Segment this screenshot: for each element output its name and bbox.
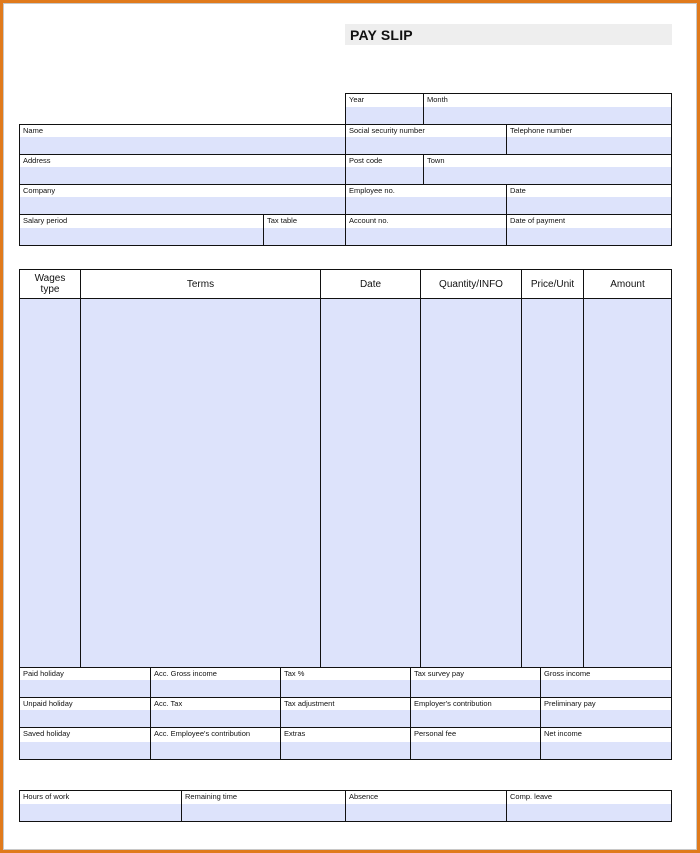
extras-field[interactable] <box>280 727 411 760</box>
remaining-time-field[interactable] <box>181 790 346 822</box>
employers-contribution-label: Employer's contribution <box>414 699 492 708</box>
year-field[interactable] <box>345 93 424 125</box>
col-body-date[interactable] <box>320 299 421 668</box>
paid-holiday-field[interactable] <box>19 667 151 698</box>
col-header-quantity-info: Quantity/INFO <box>420 269 522 300</box>
acc-tax-label: Acc. Tax <box>154 699 183 708</box>
acc-tax-field[interactable] <box>150 697 281 728</box>
gross-income-label: Gross income <box>544 669 591 678</box>
page-title: PAY SLIP <box>350 27 413 43</box>
unpaid-holiday-label: Unpaid holiday <box>23 699 73 708</box>
month-label: Month <box>427 95 448 104</box>
account-no-field[interactable] <box>345 214 507 246</box>
absence-label: Absence <box>349 792 379 801</box>
col-header-price-unit: Price/Unit <box>521 269 584 300</box>
remaining-time-label: Remaining time <box>185 792 238 801</box>
hours-of-work-label: Hours of work <box>23 792 70 801</box>
social-security-number-label: Social security number <box>349 126 425 135</box>
comp-leave-field[interactable] <box>506 790 672 822</box>
employers-contribution-field[interactable] <box>410 697 541 728</box>
date-field[interactable] <box>506 184 672 215</box>
col-header-date: Date <box>320 269 421 300</box>
personal-fee-label: Personal fee <box>414 729 457 738</box>
acc-gross-income-field[interactable] <box>150 667 281 698</box>
tax-table-label: Tax table <box>267 216 298 225</box>
col-header-terms: Terms <box>80 269 321 300</box>
acc-gross-income-label: Acc. Gross income <box>154 669 217 678</box>
unpaid-holiday-field[interactable] <box>19 697 151 728</box>
net-income-label: Net income <box>544 729 582 738</box>
salary-period-field[interactable] <box>19 214 264 246</box>
hours-of-work-field[interactable] <box>19 790 182 822</box>
saved-holiday-field[interactable] <box>19 727 151 760</box>
telephone-number-label: Telephone number <box>510 126 573 135</box>
col-body-amount[interactable] <box>583 299 672 668</box>
acc-employees-contribution-label: Acc. Employee's contribution <box>154 729 251 738</box>
name-label: Name <box>23 126 44 135</box>
year-label: Year <box>349 95 365 104</box>
post-code-label: Post code <box>349 156 383 165</box>
col-header-wages-type: Wages type <box>19 269 81 300</box>
tax-adjustment-field[interactable] <box>280 697 411 728</box>
saved-holiday-label: Saved holiday <box>23 729 71 738</box>
town-field[interactable] <box>423 154 672 185</box>
post-code-field[interactable] <box>345 154 424 185</box>
absence-field[interactable] <box>345 790 507 822</box>
gross-income-field[interactable] <box>540 667 672 698</box>
address-label: Address <box>23 156 51 165</box>
tax-survey-pay-field[interactable] <box>410 667 541 698</box>
telephone-number-field[interactable] <box>506 124 672 155</box>
col-body-quantity-info[interactable] <box>420 299 522 668</box>
paid-holiday-label: Paid holiday <box>23 669 64 678</box>
date-of-payment-field[interactable] <box>506 214 672 246</box>
date-label: Date <box>510 186 526 195</box>
net-income-field[interactable] <box>540 727 672 760</box>
tax-percent-label: Tax % <box>284 669 305 678</box>
col-body-price-unit[interactable] <box>521 299 584 668</box>
tax-survey-pay-label: Tax survey pay <box>414 669 465 678</box>
employee-no-label: Employee no. <box>349 186 395 195</box>
address-field[interactable] <box>19 154 346 185</box>
company-label: Company <box>23 186 56 195</box>
preliminary-pay-field[interactable] <box>540 697 672 728</box>
col-header-amount: Amount <box>583 269 672 300</box>
month-field[interactable] <box>423 93 672 125</box>
tax-adjustment-label: Tax adjustment <box>284 699 335 708</box>
personal-fee-field[interactable] <box>410 727 541 760</box>
town-label: Town <box>427 156 445 165</box>
col-body-wages-type[interactable] <box>19 299 81 668</box>
employee-no-field[interactable] <box>345 184 507 215</box>
acc-employees-contribution-field[interactable] <box>150 727 281 760</box>
company-field[interactable] <box>19 184 346 215</box>
col-body-terms[interactable] <box>80 299 321 668</box>
extras-label: Extras <box>284 729 306 738</box>
name-field[interactable] <box>19 124 346 155</box>
tax-table-field[interactable] <box>263 214 346 246</box>
account-no-label: Account no. <box>349 216 389 225</box>
tax-percent-field[interactable] <box>280 667 411 698</box>
salary-period-label: Salary period <box>23 216 68 225</box>
social-security-number-field[interactable] <box>345 124 507 155</box>
date-of-payment-label: Date of payment <box>510 216 566 225</box>
comp-leave-label: Comp. leave <box>510 792 553 801</box>
preliminary-pay-label: Preliminary pay <box>544 699 596 708</box>
